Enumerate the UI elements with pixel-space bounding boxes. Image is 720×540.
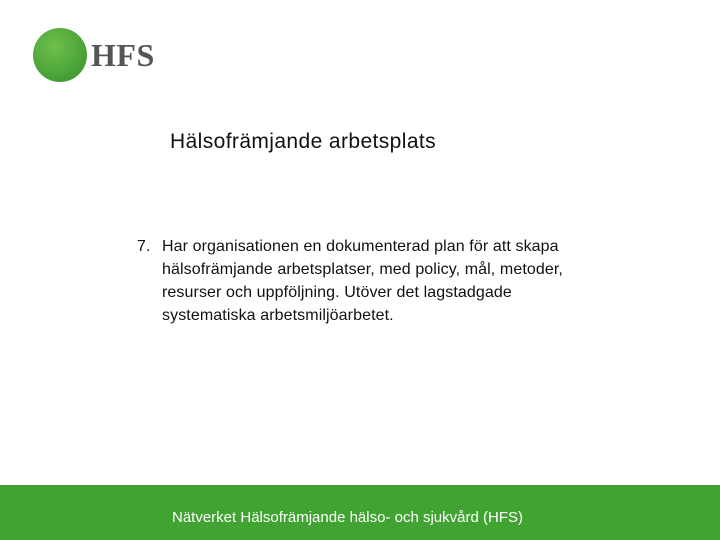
question-number: 7. [137, 238, 151, 255]
question-item [137, 235, 597, 327]
hfs-logo [33, 27, 163, 83]
footer-bar [0, 485, 720, 540]
slide-title: Hälsofrämjande arbetsplats [170, 130, 437, 153]
logo-circle-icon [33, 28, 87, 82]
footer-text: Nätverket Hälsofrämjande hälso- och sjukvård (HFS) [172, 509, 523, 526]
question-text: Har organisationen en dokumenterad plan för att skapa hälsofrämjande arbetsplatser, med policy, mål, metoder, resurser och uppföljning. Utöver det lagstadgade systematiska arbetsmiljöarbetet. [162, 238, 563, 324]
logo-text: HFS [91, 37, 155, 73]
